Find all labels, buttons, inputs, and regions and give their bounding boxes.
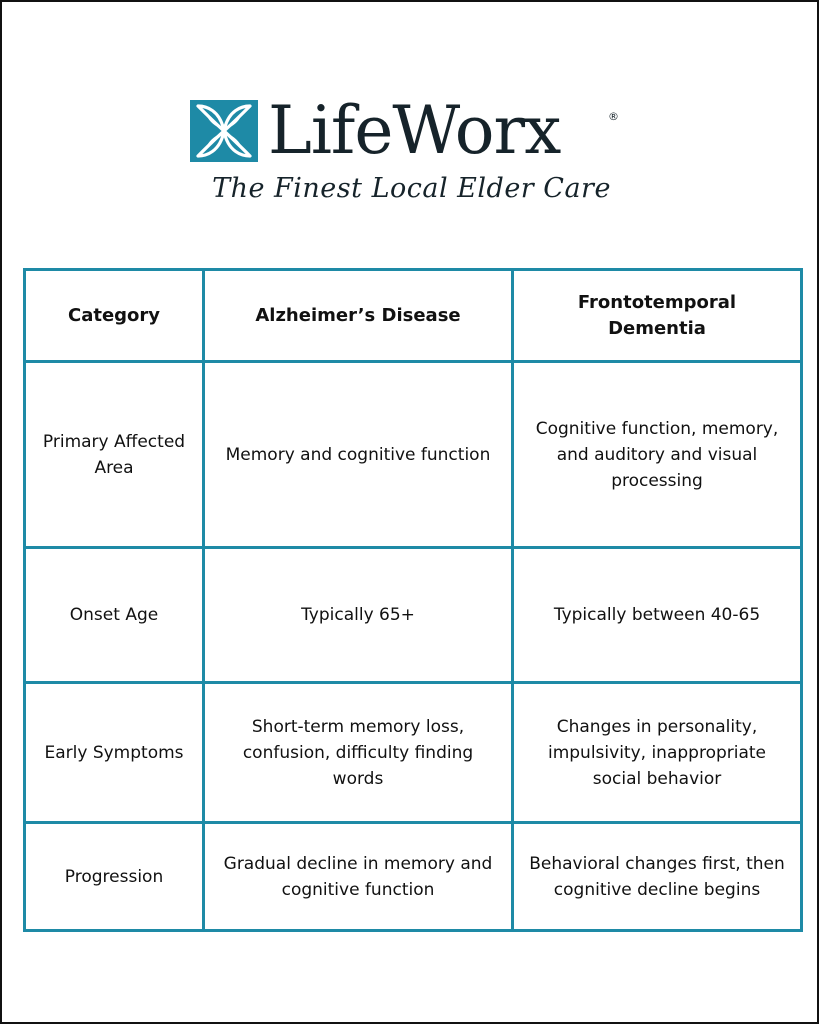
alzheimers-cell: Short-term memory loss, confusion, difficulty finding words	[204, 683, 513, 823]
flower-tile-icon	[190, 100, 258, 162]
brand-name: LifeWorx	[268, 92, 561, 169]
alzheimers-cell: Memory and cognitive function	[204, 362, 513, 548]
table-row	[25, 362, 802, 548]
registered-mark: ®	[608, 110, 619, 123]
brand-logo	[190, 92, 561, 169]
alzheimers-cell: Gradual decline in memory and cognitive function	[204, 823, 513, 931]
row-category-cell: Early Symptoms	[25, 683, 204, 823]
ftd-cell: Behavioral changes first, then cognitive decline begins	[513, 823, 802, 931]
ftd-cell: Typically between 40-65	[513, 548, 802, 683]
header-cell-alzheimers: Alzheimer’s Disease	[204, 270, 513, 362]
row-category-cell: Onset Age	[25, 548, 204, 683]
ftd-cell: Changes in personality, impulsivity, inappropriate social behavior	[513, 683, 802, 823]
comparison-table	[23, 268, 803, 932]
table-header-row	[25, 270, 802, 362]
header-cell-ftd: Frontotemporal Dementia	[513, 270, 802, 362]
ftd-cell: Cognitive function, memory, and auditory and visual processing	[513, 362, 802, 548]
brand-tagline: The Finest Local Elder Care	[212, 173, 611, 204]
row-category-cell: Progression	[25, 823, 204, 931]
table-row	[25, 683, 802, 823]
header-cell-category: Category	[25, 270, 204, 362]
table-row	[25, 823, 802, 931]
table-row	[25, 548, 802, 683]
alzheimers-cell: Typically 65+	[204, 548, 513, 683]
row-category-cell: Primary Affected Area	[25, 362, 204, 548]
